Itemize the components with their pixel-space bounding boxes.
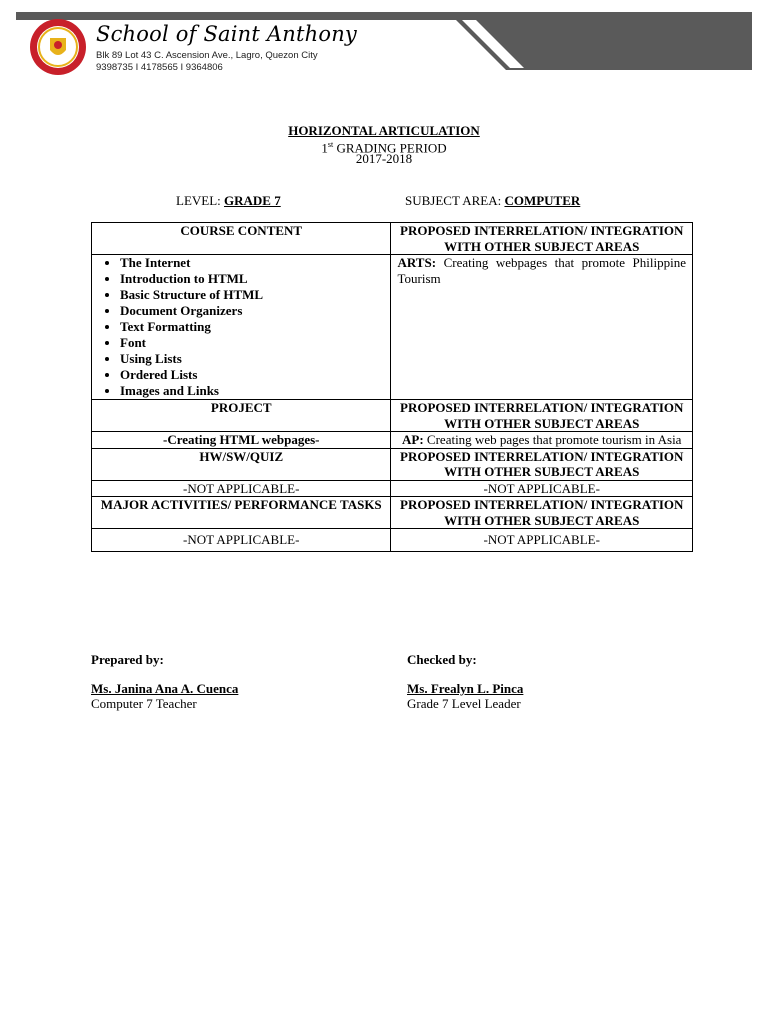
articulation-table bbox=[91, 222, 693, 552]
table-row bbox=[92, 255, 693, 400]
topic-list bbox=[98, 255, 384, 399]
table-row bbox=[92, 432, 693, 449]
course-content-header: COURSE CONTENT bbox=[92, 223, 391, 255]
integration-header: PROPOSED INTERRELATION/ INTEGRATION WITH OTHER SUBJECT AREAS bbox=[391, 400, 693, 432]
hw-header: HW/SW/QUIZ bbox=[92, 448, 391, 480]
list-item: • Images and Links bbox=[120, 383, 384, 399]
list-item: • Using Lists bbox=[120, 351, 384, 367]
major-activities-header: MAJOR ACTIVITIES/ PERFORMANCE TASKS bbox=[92, 497, 391, 529]
integration-header: PROPOSED INTERRELATION/ INTEGRATION WITH OTHER SUBJECT AREAS bbox=[391, 497, 693, 529]
checked-role: Grade 7 Level Leader bbox=[407, 696, 521, 711]
list-item: • Ordered Lists bbox=[120, 367, 384, 383]
level-field: LEVEL: GRADE 7 bbox=[176, 193, 281, 208]
arts-integration-cell: ARTS: Creating webpages that promote Philippine Tourism bbox=[391, 255, 693, 400]
prepared-role: Computer 7 Teacher bbox=[91, 696, 197, 711]
integration-header: PROPOSED INTERRELATION/ INTEGRATION WITH OTHER SUBJECT AREAS bbox=[391, 448, 693, 480]
grading-period: 1st GRADING PERIOD bbox=[321, 140, 447, 156]
school-address-block bbox=[96, 50, 318, 74]
school-address: Blk 89 Lot 43 C. Ascension Ave., Lagro, Quezon City bbox=[96, 50, 318, 61]
project-header: PROJECT bbox=[92, 400, 391, 432]
prepared-label: Prepared by: bbox=[91, 652, 164, 667]
list-item: • Basic Structure of HTML bbox=[120, 287, 384, 303]
major-integration-value: -NOT APPLICABLE- bbox=[391, 529, 693, 552]
table-row bbox=[92, 223, 693, 255]
hw-value: -NOT APPLICABLE- bbox=[92, 480, 391, 497]
topics-cell bbox=[92, 255, 391, 400]
table-row bbox=[92, 497, 693, 529]
list-item: • Text Formatting bbox=[120, 319, 384, 335]
ap-integration-cell: AP: Creating web pages that promote tourism in Asia bbox=[391, 432, 693, 449]
list-item: • Introduction to HTML bbox=[120, 271, 384, 287]
list-item: • Document Organizers bbox=[120, 303, 384, 319]
checked-label: Checked by: bbox=[407, 652, 477, 667]
table-row bbox=[92, 400, 693, 432]
document-title: HORIZONTAL ARTICULATION bbox=[288, 123, 480, 138]
school-name: School of Saint Anthony bbox=[96, 22, 357, 46]
table-row bbox=[92, 480, 693, 497]
table-row bbox=[92, 448, 693, 480]
hw-integration-value: -NOT APPLICABLE- bbox=[391, 480, 693, 497]
prepared-by-block bbox=[91, 652, 238, 711]
school-phones: 9398735 I 4178565 I 9364806 bbox=[96, 62, 223, 73]
integration-header: PROPOSED INTERRELATION/ INTEGRATION WITH OTHER SUBJECT AREAS bbox=[391, 223, 693, 255]
school-year: 2017-2018 bbox=[355, 151, 413, 166]
table-row bbox=[92, 529, 693, 552]
checked-by-block bbox=[407, 652, 523, 711]
list-item: • Font bbox=[120, 335, 384, 351]
major-activities-value: -NOT APPLICABLE- bbox=[92, 529, 391, 552]
list-item: • The Internet bbox=[120, 255, 384, 271]
checked-name: Ms. Frealyn L. Pinca bbox=[407, 681, 524, 696]
level-value: GRADE 7 bbox=[224, 193, 281, 208]
school-seal-logo bbox=[26, 18, 90, 76]
subject-value: COMPUTER bbox=[504, 193, 581, 208]
prepared-name: Ms. Janina Ana A. Cuenca bbox=[91, 681, 239, 696]
subject-field: SUBJECT AREA: COMPUTER bbox=[405, 193, 581, 208]
project-value: -Creating HTML webpages- bbox=[92, 432, 391, 449]
